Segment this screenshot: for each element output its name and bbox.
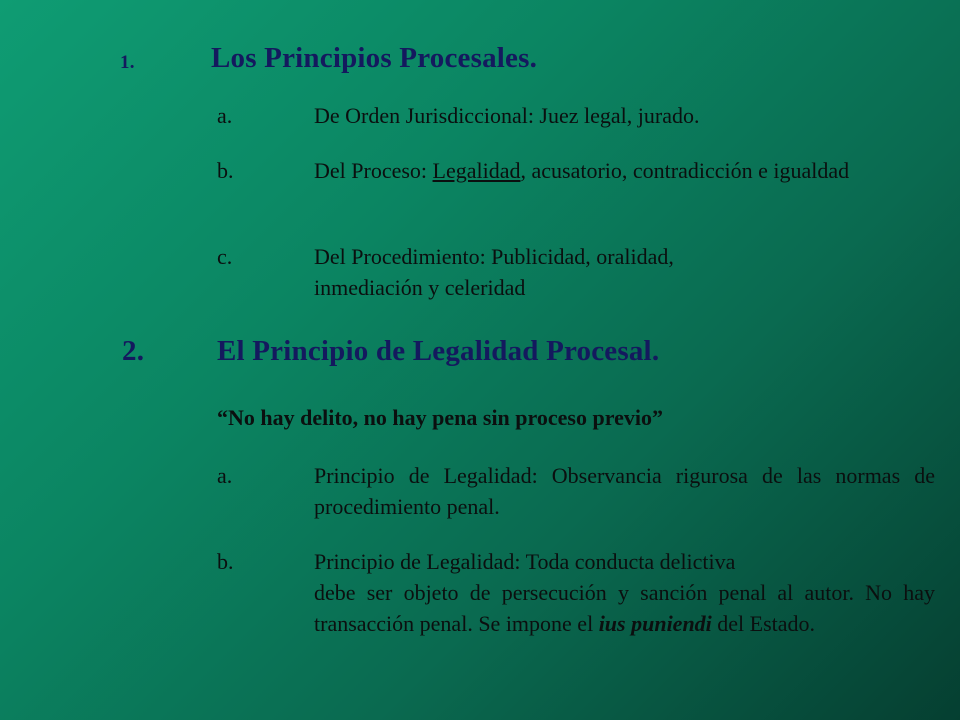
legal-maxim-quote: “No hay delito, no hay pena sin proceso previo” (217, 405, 663, 430)
item-paragraph (314, 577, 935, 639)
section-1-number: 1. (120, 52, 135, 73)
section-2-title: El Principio de Legalidad Procesal. (217, 335, 660, 367)
item-text (314, 546, 935, 639)
item-text: Principio de Legalidad: Observancia rigurosa de las normas de procedimiento penal. (314, 463, 935, 519)
section-1-item-b (217, 155, 935, 186)
item-text-part: debe ser objeto de persecución y sanción penal al autor. No hay transacción penal. Se impone el (314, 580, 935, 636)
item-text: De Orden Jurisdiccional: Juez legal, jurado. (314, 103, 700, 128)
item-letter: b. (217, 158, 234, 183)
item-text-part: , acusatorio, contradicción e igualdad (520, 158, 850, 183)
item-text (314, 155, 935, 186)
item-letter: b. (217, 549, 234, 574)
item-line-1: Del Procedimiento: Publicidad, oralidad, (314, 244, 674, 269)
item-letter: c. (217, 244, 233, 269)
item-line-2: inmediación y celeridad (314, 275, 526, 300)
section-2-item-a (217, 460, 935, 522)
section-1-item-c (217, 241, 935, 303)
underlined-term: Legalidad (432, 158, 521, 183)
section-1-title: Los Principios Procesales. (211, 42, 538, 74)
item-text-part: del Estado. (711, 611, 816, 636)
item-text-part: Del Proceso: (314, 158, 433, 183)
emphasis-term: ius puniendi (598, 611, 712, 636)
section-2-number: 2. (122, 335, 145, 367)
section-2-item-b (217, 546, 935, 639)
item-letter: a. (217, 463, 233, 488)
item-letter: a. (217, 103, 233, 128)
item-text (314, 241, 935, 303)
section-1-item-a (217, 100, 935, 131)
item-line-1: Principio de Legalidad: Toda conducta delictiva (314, 549, 736, 574)
